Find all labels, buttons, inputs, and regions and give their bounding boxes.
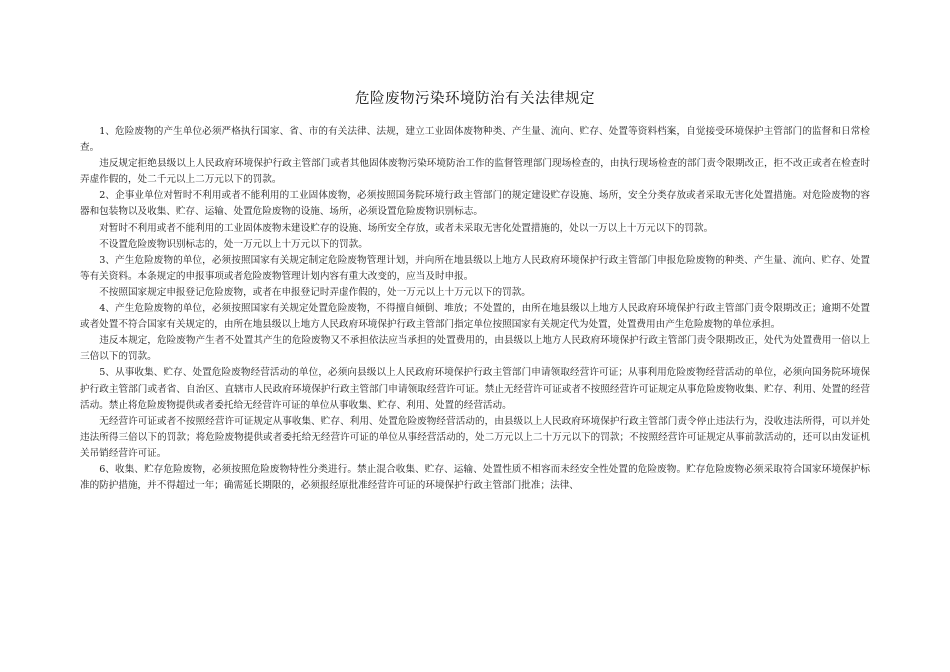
paragraph: 不设置危险废物识别标志的，处一万元以上十万元以下的罚款。 xyxy=(99,238,368,250)
paragraph: 6、收集、贮存危险废物，必须按照危险废物特性分类进行。禁止混合收集、贮存、运输、处置性质不相容而未经安全性处置的危险废物。贮存危险废物必须采取符合国家环境保护标准的防护措施，并不得超过一年；确需延长期限的，必须报经原批准经营许可证的环境保护行政主管部门批准；法律、 xyxy=(80,463,870,492)
paragraph: 1、危险废物的产生单位必须严格执行国家、省、市的有关法律、法规，建立工业固体废物种类、产生量、流向、贮存、处置等资料档案，自觉接受环境保护主管部门的监督和日常检查。 xyxy=(80,126,870,154)
paragraph: 违反本规定，危险废物产生者不处置其产生的危险废物又不承担依法应当承担的处置费用的，由县级以上地方人民政府环境保护行政主管部门责令限期改正，处代为处置费用一倍以上三倍以下的罚款。 xyxy=(80,335,870,363)
paragraph: 2、企事业单位对暂时不利用或者不能利用的工业固体废物，必须按照国务院环境行政主管部门的规定建设贮存设施、场所，安全分类存放或者采取无害化处置措施。对危险废物的容器和包装物以及收集、贮存、运输、处置危险废物的设施、场所，必须设置危险废物识别标志。 xyxy=(80,190,870,218)
paragraph: 不按照国家规定申报登记危险废物，或者在申报登记时弄虚作假的，处一万元以上十万元以下的罚款。 xyxy=(99,286,531,298)
paragraph: 3、产生危险废物的单位，必须按照国家有关规定制定危险废物管理计划，并向所在地县级以上地方人民政府环境保护行政主管部门申报危险废物的种类、产生量、流向、贮存、处置等有关资料。本条规定的申报事项或者危险废物管理计划内容有重大改变的，应当及时申报。 xyxy=(80,254,870,282)
paragraph: 5、从事收集、贮存、处置危险废物经营活动的单位，必须向县级以上人民政府环境保护行政主管部门申请领取经营许可证；从事利用危险废物经营活动的单位，必须向国务院环境保护行政主管部门或者省、自治区、直辖市人民政府环境保护行政主管部门申请领取经营许可证。禁止无经营许可证或者不按照经营许可证规定从事危险废物收集、贮存、利用、处置的经营活动。禁止将危险废物提供或者委托给无经营许可证的单位从事收集、贮存、利用、处置的经营活动。 xyxy=(80,367,870,411)
paragraph: 无经营许可证或者不按照经营许可证规定从事收集、贮存、利用、处置危险废物经营活动的，由县级以上人民政府环境保护行政主管部门责令停止违法行为，没收违法所得，可以并处违法所得三倍以下的罚款；将危险废物提供或者委托给无经营许可证的单位从事经营活动的，处二万元以上二十万元以下的罚款；不按照经营许可证规定从事前款活动的，还可以由发证机关吊销经营许可证。 xyxy=(80,415,870,459)
paragraph: 对暂时不利用或者不能利用的工业固体废物未建设贮存的设施、场所安全存放，或者未采取无害化处置措施的，处以一万以上十万元以下的罚款。 xyxy=(99,222,714,234)
paragraph: 4、产生危险废物的单位，必须按照国家有关规定处置危险废物，不得擅自倾倒、堆放；不处置的，由所在地县级以上地方人民政府环境保护行政主管部门责令限期改正；逾期不处置或者处置不符合国家有关规定的，由所在地县级以上地方人民政府环境保护行政主管部门指定单位按照国家有关规定代为处置，处置费用由产生危险废物的单位承担。 xyxy=(80,303,870,331)
document-title: 危险废物污染环境防治有关法律规定 xyxy=(355,91,595,107)
document-body xyxy=(80,124,870,494)
paragraph: 违反规定拒绝县级以上人民政府环境保护行政主管部门或者其他固体废物污染环境防治工作的监督管理部门现场检查的，由执行现场检查的部门责令限期改正，拒不改正或者在检查时弄虚作假的，处二千元以上二万元以下的罚款。 xyxy=(80,158,870,186)
